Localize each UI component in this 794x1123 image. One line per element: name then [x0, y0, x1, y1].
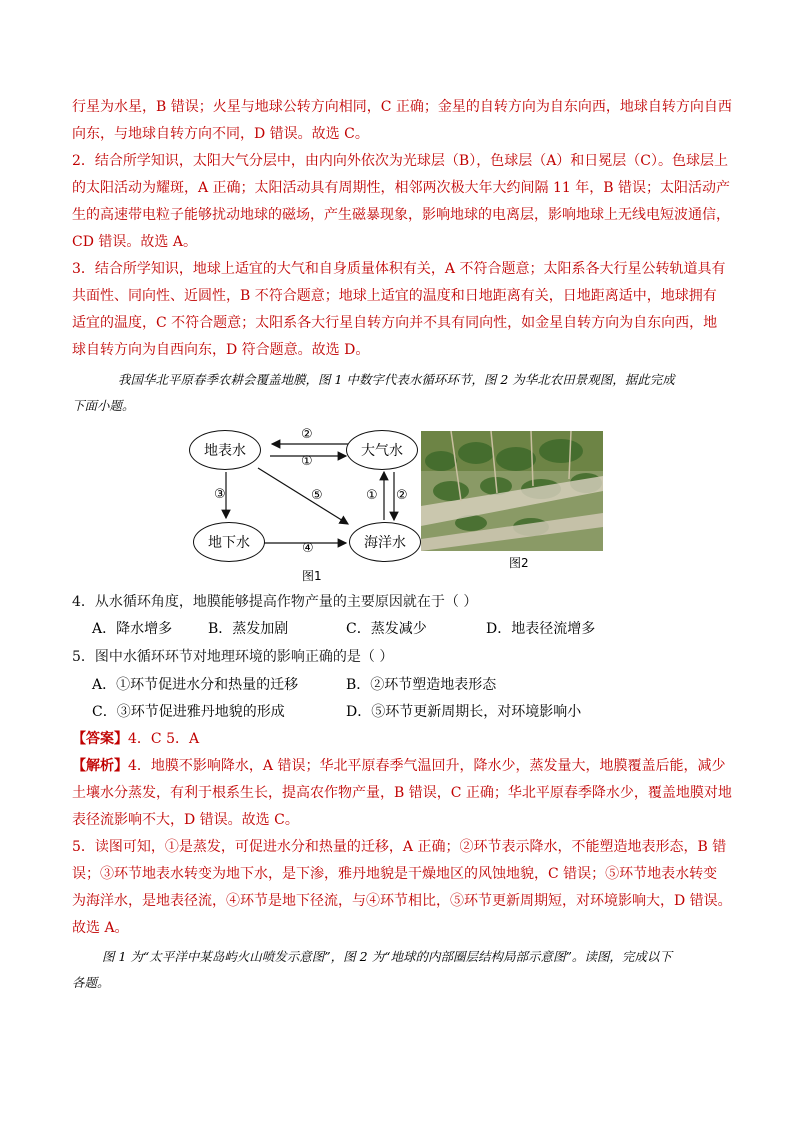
- q5-option-b: B．②环节塑造地表形态: [346, 677, 497, 693]
- node-ocean-water: 海洋水: [349, 522, 421, 562]
- node-surface-water: 地表水: [189, 430, 261, 470]
- node-atmospheric-water: 大气水: [346, 430, 418, 470]
- prev-answer-line: CD 错误。故选 A。: [72, 234, 197, 250]
- q5-option-d: D．⑤环节更新周期长，对环境影响小: [346, 704, 582, 720]
- prev-answer-line: 适宜的温度，C 不符合题意；太阳系各大行星自转方向并不具有同向性，如金星自转方向为自东向西，地: [72, 315, 718, 331]
- analysis-line: 为海洋水，是地表径流，④环节是地下径流，与④环节相比，⑤环节更新周期短，对环境影响大，D 错误。: [72, 893, 732, 909]
- farmland-photo-art: [421, 431, 603, 551]
- prev-answer-line: 共面性、同向性、近圆性，B 不符合题意；地球上适宜的温度和日地距离有关，日地距离适中，地球拥有: [72, 288, 717, 304]
- intro-text: 下面小题。: [72, 398, 135, 413]
- answer-text: 4．C 5．A: [128, 731, 200, 747]
- label-3: ③: [214, 487, 226, 502]
- intro-text: 我国华北平原春季农耕会覆盖地膜，图 1 中数字代表水循环环节，图 2 为华北农田景观图，据此完成: [118, 372, 675, 387]
- analysis-line: 5．读图可知，①是蒸发，可促进水分和热量的迁移，A 正确；②环节表示降水，不能塑造地表形态，B 错: [72, 839, 727, 855]
- prev-answer-line: 的太阳活动为耀斑，A 正确；太阳活动具有周期性，相邻两次极大年大约间隔 11 年，B 错误；太阳活动产: [72, 180, 731, 196]
- analysis-line: 误；③环节地表水转变为地下水，是下渗，雅丹地貌是干燥地区的风蚀地貌，C 错误；⑤环节地表水转变: [72, 866, 718, 882]
- q5-option-c: C．③环节促进雅丹地貌的形成: [92, 704, 285, 720]
- q5-option-a: A．①环节促进水分和热量的迁移: [92, 677, 299, 693]
- analysis-line: 土壤水分蒸发，有利于根系生长，提高农作物产量，B 错误，C 正确；华北平原春季降水少，覆盖地膜对地: [72, 785, 732, 801]
- label-1-right: ①: [366, 488, 378, 503]
- node-ground-water: 地下水: [193, 522, 265, 562]
- analysis-line: [72, 756, 725, 776]
- analysis-tag: 【解析】: [72, 758, 128, 774]
- question-5-stem: 5．图中水循环环节对地理环境的影响正确的是（ ）: [72, 649, 394, 665]
- prev-answer-line: 球自转方向为自西向东，D 符合题意。故选 D。: [72, 342, 370, 358]
- q4-option-d: D．地表径流增多: [486, 621, 596, 637]
- q4-option-b: B．蒸发加剧: [208, 621, 289, 637]
- analysis-line: 故选 A。: [72, 920, 129, 936]
- label-4: ④: [302, 541, 314, 556]
- label-5: ⑤: [311, 488, 323, 503]
- prev-answer-line: 2．结合所学知识，太阳大气分层中，由内向外依次为光球层（B），色球层（A）和日冕层（C）。色球层上: [72, 153, 729, 169]
- q4-option-c: C．蒸发减少: [346, 621, 427, 637]
- answer-line: [72, 729, 199, 749]
- intro-text: 各题。: [72, 975, 110, 990]
- prev-answer-line: 生的高速带电粒子能够扰动地球的磁场，产生磁暴现象，影响地球的电离层，影响地球上无线电短波通信，: [72, 207, 730, 223]
- label-2-top: ②: [301, 427, 313, 442]
- answer-tag: 【答案】: [72, 731, 128, 747]
- farmland-photo: [421, 431, 603, 551]
- prev-answer-line: 向东，与地球自转方向不同，D 错误。故选 C。: [72, 126, 369, 142]
- analysis-line: 表径流影响不大，D 错误。故选 C。: [72, 812, 299, 828]
- label-1-top: ①: [301, 454, 313, 469]
- prev-answer-line: 行星为水星，B 错误；火星与地球公转方向相同，C 正确；金星的自转方向为自东向西，地球自转方向自西: [72, 99, 732, 115]
- analysis-text: 4．地膜不影响降水，A 错误；华北平原春季气温回升，降水少，蒸发量大，地膜覆盖后能，减少: [128, 758, 726, 774]
- prev-answer-line: 3．结合所学知识，地球上适宜的大气和自身质量体积有关，A 不符合题意；太阳系各大行星公转轨道具有: [72, 261, 726, 277]
- figure2-caption: 图2: [509, 556, 529, 570]
- label-2-right: ②: [396, 488, 408, 503]
- question-4-stem: 4．从水循环角度，地膜能够提高作物产量的主要原因就在于（ ）: [72, 594, 478, 610]
- q4-option-a: A．降水增多: [92, 621, 173, 637]
- figure1-caption: 图1: [302, 569, 322, 583]
- arrow-5-runoff: [258, 468, 348, 524]
- intro-text: 图 1 为“太平洋中某岛屿火山喷发示意图”，图 2 为“地球的内部圈层结构局部示意图”。读图，完成以下: [102, 949, 672, 964]
